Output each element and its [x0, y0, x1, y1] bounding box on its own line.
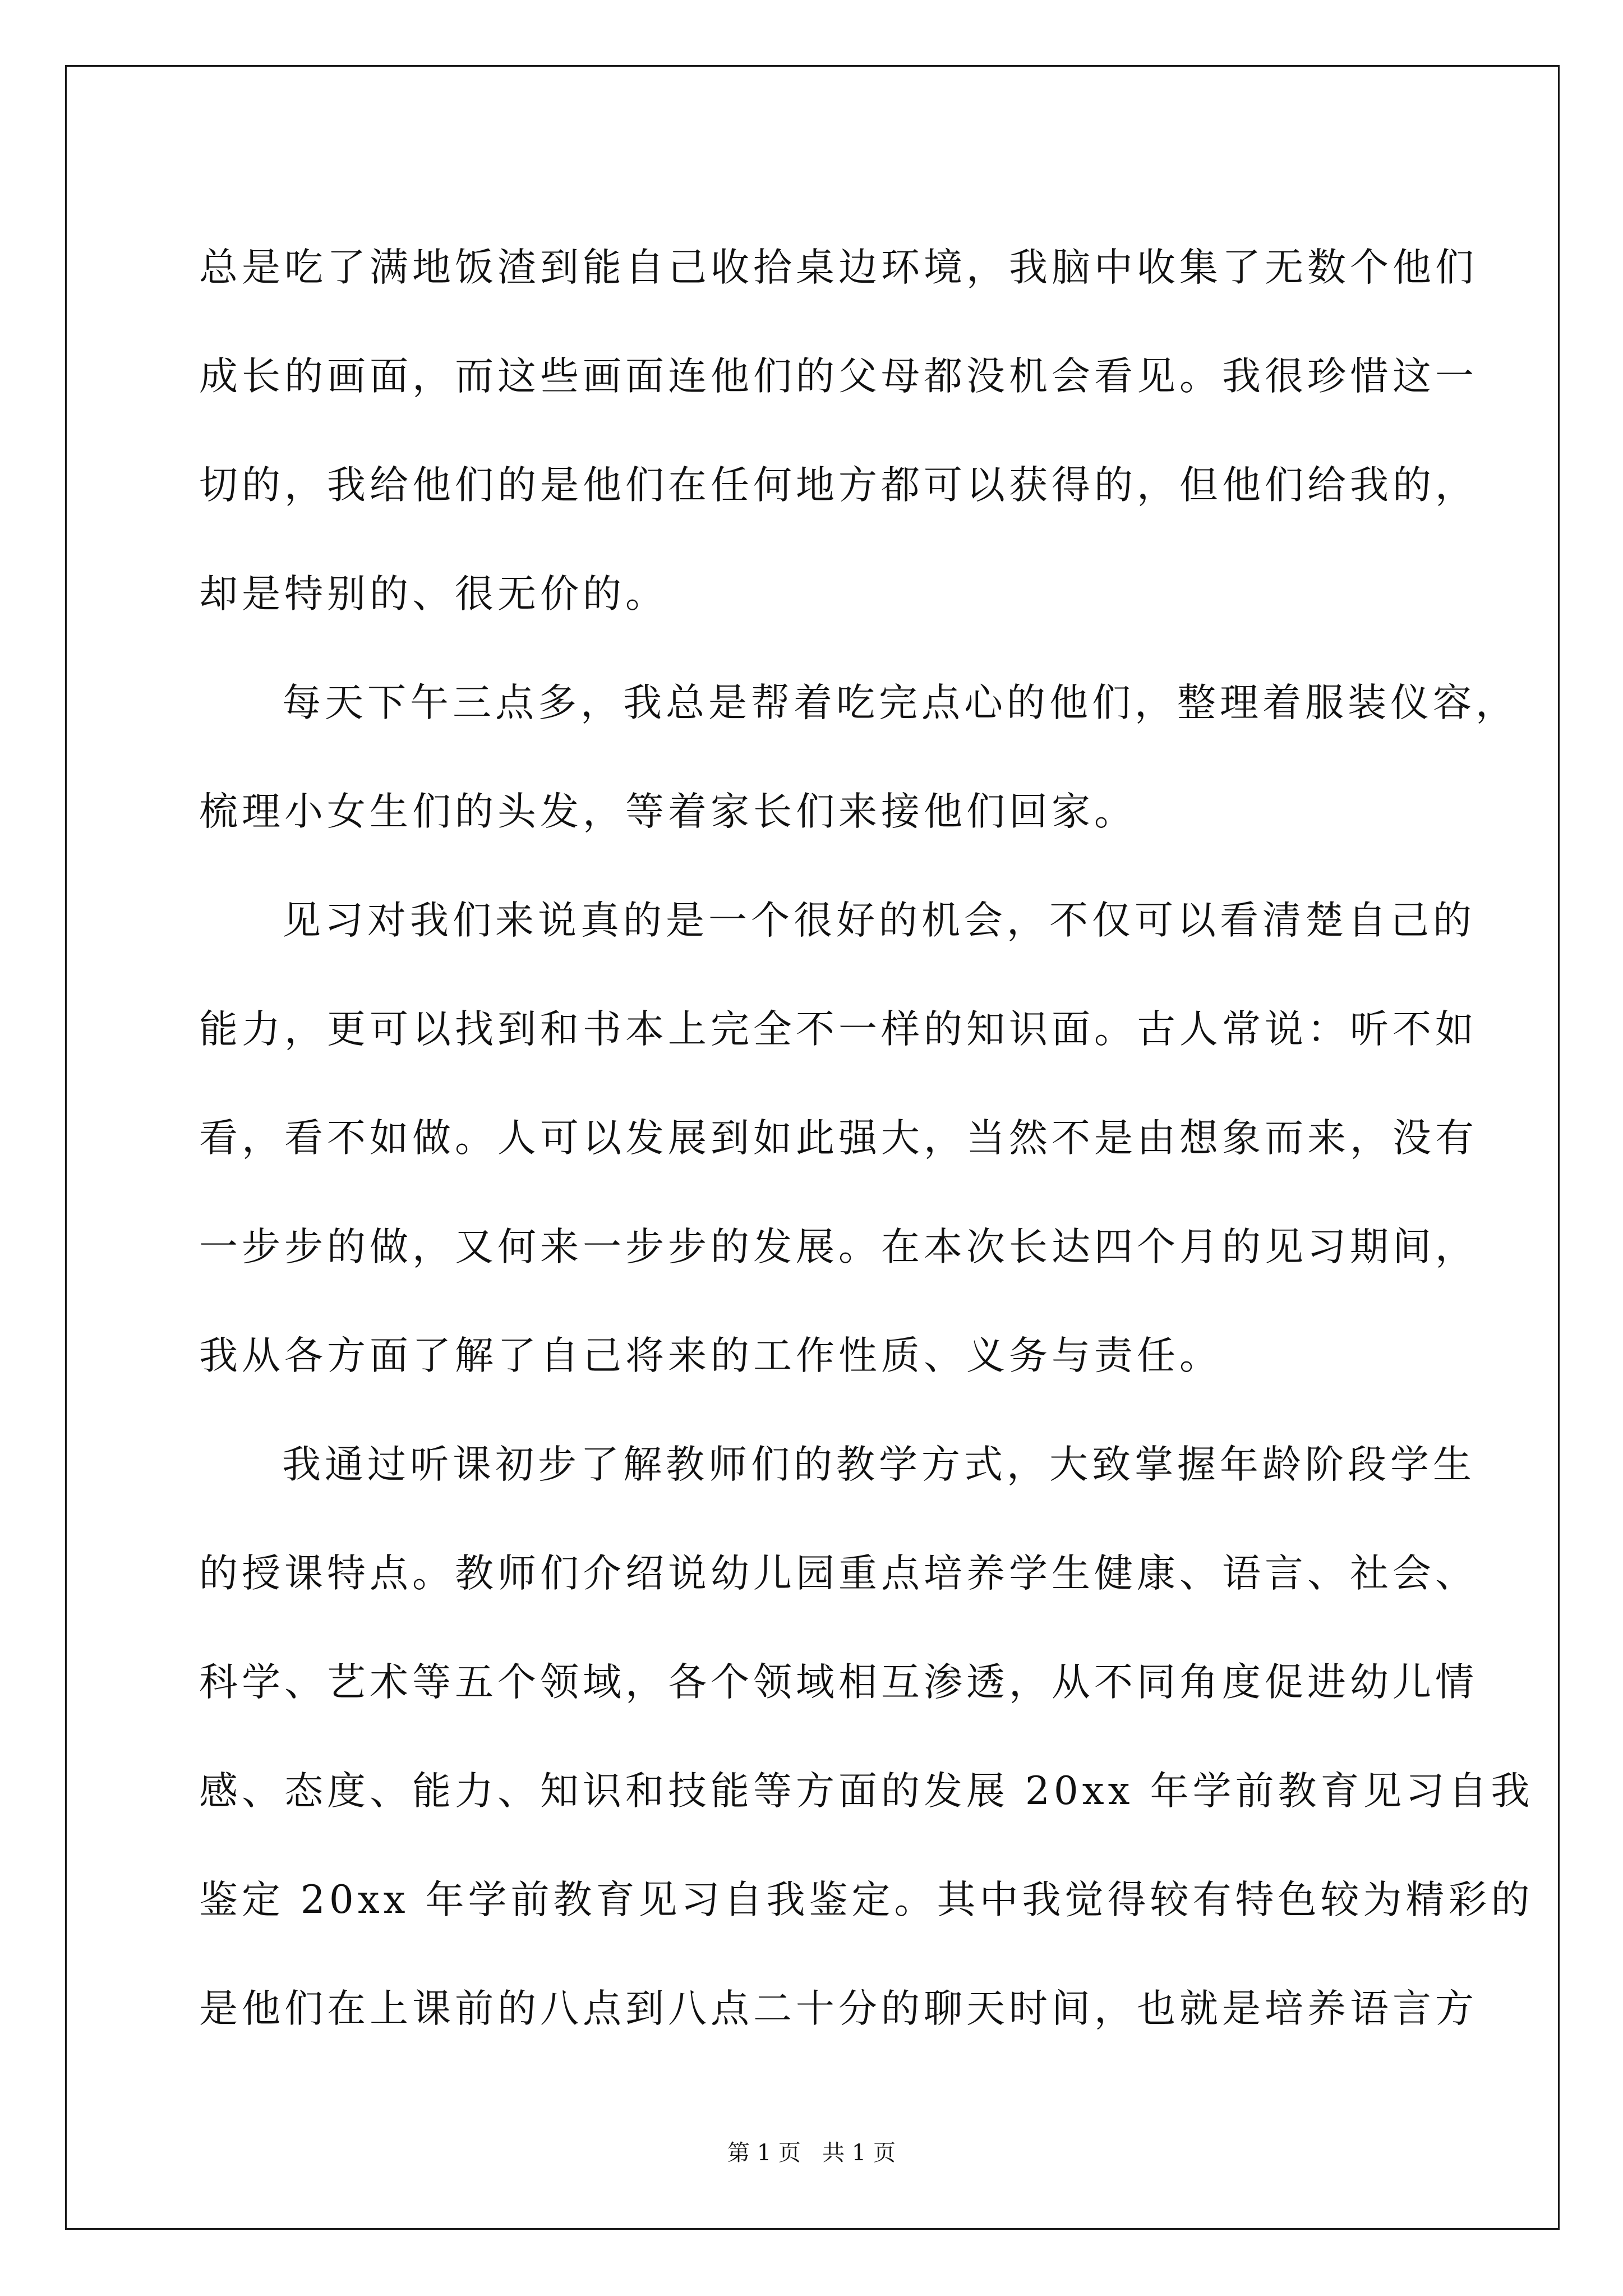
text-line: 梳理小女生们的头发，等着家长们来接他们回家。: [199, 789, 1137, 834]
paragraph-first-line: 我通过听课初步了解教师们的教学方式，大致掌握年龄阶段学生: [282, 1442, 1476, 1487]
document-body: [199, 213, 1534, 2063]
text-line: 看，看不如做。人可以发展到如此强大，当然不是由想象而来，没有: [199, 1116, 1478, 1161]
text-line: 总是吃了满地饭渣到能自己收拾桌边环境，我脑中收集了无数个他们: [199, 245, 1478, 290]
text-line: 我从各方面了解了自己将来的工作性质、义务与责任。: [199, 1333, 1222, 1378]
text-line: 能力，更可以找到和书本上完全不一样的知识面。古人常说：听不如: [199, 1007, 1478, 1052]
paragraph-first-line: 见习对我们来说真的是一个很好的机会，不仅可以看清楚自己的: [282, 898, 1476, 943]
text-line: 科学、艺术等五个领域，各个领域相互渗透，从不同角度促进幼儿情: [199, 1660, 1478, 1705]
text-line: 感、态度、能力、知识和技能等方面的发展 20xx 年学前教育见习自我: [199, 1769, 1534, 1814]
text-line: 切的，我给他们的是他们在任何地方都可以获得的，但他们给我的，: [199, 463, 1478, 508]
text-line: 的授课特点。教师们介绍说幼儿园重点培养学生健康、语言、社会、: [199, 1551, 1478, 1596]
text-line: 成长的画面，而这些画面连他们的父母都没机会看见。我很珍惜这一: [199, 354, 1478, 399]
text-line: 一步步的做，又何来一步步的发展。在本次长达四个月的见习期间，: [199, 1225, 1478, 1269]
text-line: 鉴定 20xx 年学前教育见习自我鉴定。其中我觉得较有特色较为精彩的: [199, 1878, 1534, 1922]
page-footer: 第 1 页 共 1 页: [727, 2140, 896, 2166]
text-line: 却是特别的、很无价的。: [199, 572, 668, 616]
paragraph-first-line: 每天下午三点多，我总是帮着吃完点心的他们，整理着服装仪容，: [282, 680, 1518, 725]
text-line: 是他们在上课前的八点到八点二十分的聊天时间，也就是培养语言方: [199, 1986, 1478, 2031]
